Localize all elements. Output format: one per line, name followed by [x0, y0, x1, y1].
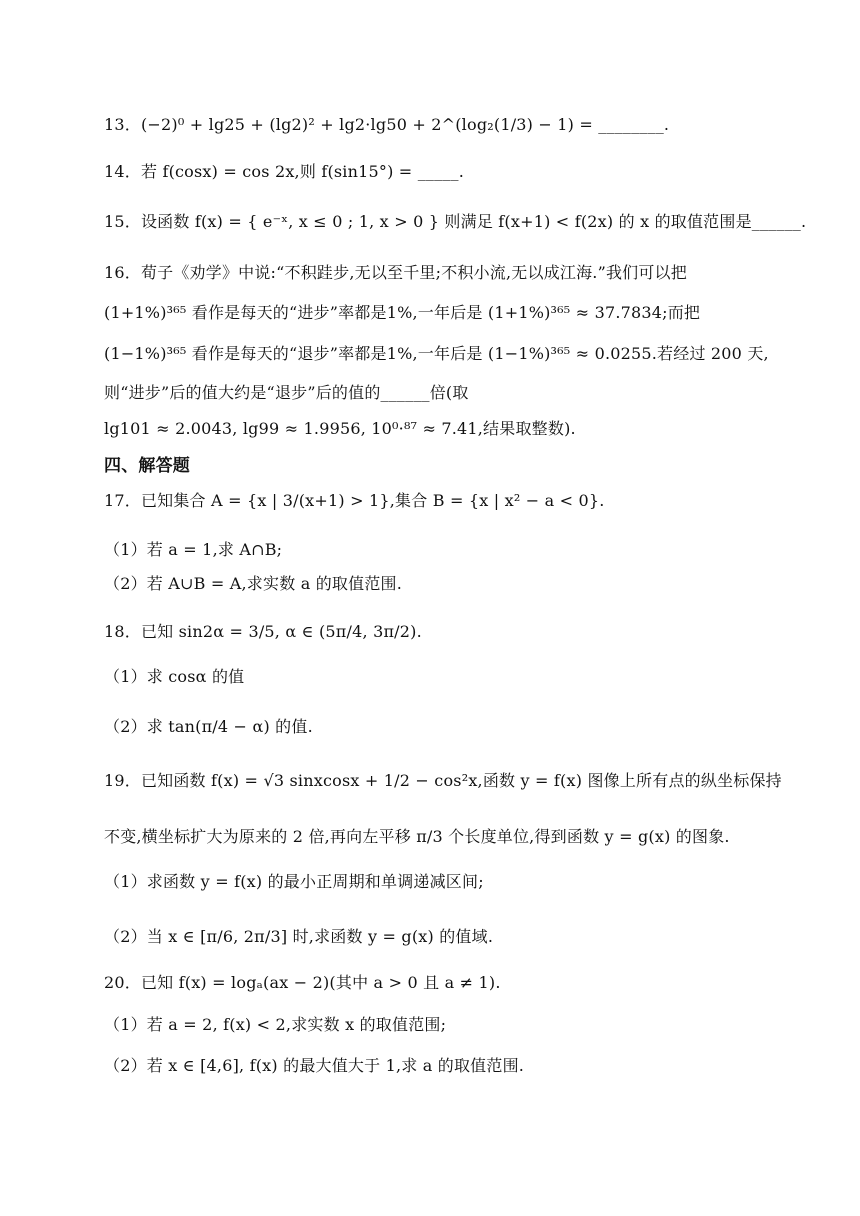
problem-17-part-1: （1）若 a = 1,求 A∩B; [104, 540, 283, 559]
problem-20: 20．已知 f(x) = logₐ(ax − 2)(其中 a > 0 且 a ≠ 1). [104, 973, 501, 992]
problem-16-line-5: lg101 ≈ 2.0043, lg99 ≈ 1.9956, 10⁰·⁸⁷ ≈ 7.41,结果取整数). [104, 419, 576, 438]
problem-19-part-2: （2）当 x ∈ [π/6, 2π/3] 时,求函数 y = g(x) 的值域. [104, 927, 494, 946]
problem-18-part-1: （1）求 cosα 的值 [104, 667, 245, 686]
problem-14: 14．若 f(cosx) = cos 2x,则 f(sin15°) = _____. [104, 162, 464, 181]
problem-19-line-2: 不变,横坐标扩大为原来的 2 倍,再向左平移 π/3 个长度单位,得到函数 y = g(x) 的图象. [104, 827, 730, 846]
problem-13: 13．(−2)⁰ + lg25 + (lg2)² + lg2·lg50 + 2^(log₂(1/3) − 1) = ________. [104, 115, 670, 134]
problem-15: 15．设函数 f(x) = { e⁻ˣ, x ≤ 0 ; 1, x > 0 } 则满足 f(x+1) < f(2x) 的 x 的取值范围是______. [104, 212, 807, 231]
problem-18: 18．已知 sin2α = 3/5, α ∈ (5π/4, 3π/2). [104, 622, 422, 641]
problem-20-part-1: （1）若 a = 2, f(x) < 2,求实数 x 的取值范围; [104, 1015, 447, 1034]
problem-19-part-1: （1）求函数 y = f(x) 的最小正周期和单调递减区间; [104, 872, 484, 891]
problem-17-part-2: （2）若 A∪B = A,求实数 a 的取值范围. [104, 574, 403, 593]
problem-16-line-2: (1+1%)³⁶⁵ 看作是每天的“进步”率都是1%,一年后是 (1+1%)³⁶⁵ ≈ 37.7834;而把 [104, 303, 701, 322]
problem-16-line-3: (1−1%)³⁶⁵ 看作是每天的“退步”率都是1%,一年后是 (1−1%)³⁶⁵ ≈ 0.0255.若经过 200 天, [104, 344, 769, 363]
problem-20-part-2: （2）若 x ∈ [4,6], f(x) 的最大值大于 1,求 a 的取值范围. [104, 1056, 525, 1075]
problem-17: 17．已知集合 A = {x | 3/(x+1) > 1},集合 B = {x | x² − a < 0}. [104, 491, 605, 510]
problem-16-line-1: 16．荀子《劝学》中说:“不积跬步,无以至千里;不积小流,无以成江海.”我们可以把 [104, 263, 687, 282]
problem-18-part-2: （2）求 tan(π/4 − α) 的值. [104, 717, 313, 736]
problem-19-line-1: 19．已知函数 f(x) = √3 sinxcosx + 1/2 − cos²x,函数 y = f(x) 图像上所有点的纵坐标保持 [104, 771, 782, 790]
problem-16-line-4: 则“进步”后的值大约是“退步”后的值的______倍(取 [104, 383, 469, 402]
section-heading: 四、解答题 [104, 456, 190, 476]
